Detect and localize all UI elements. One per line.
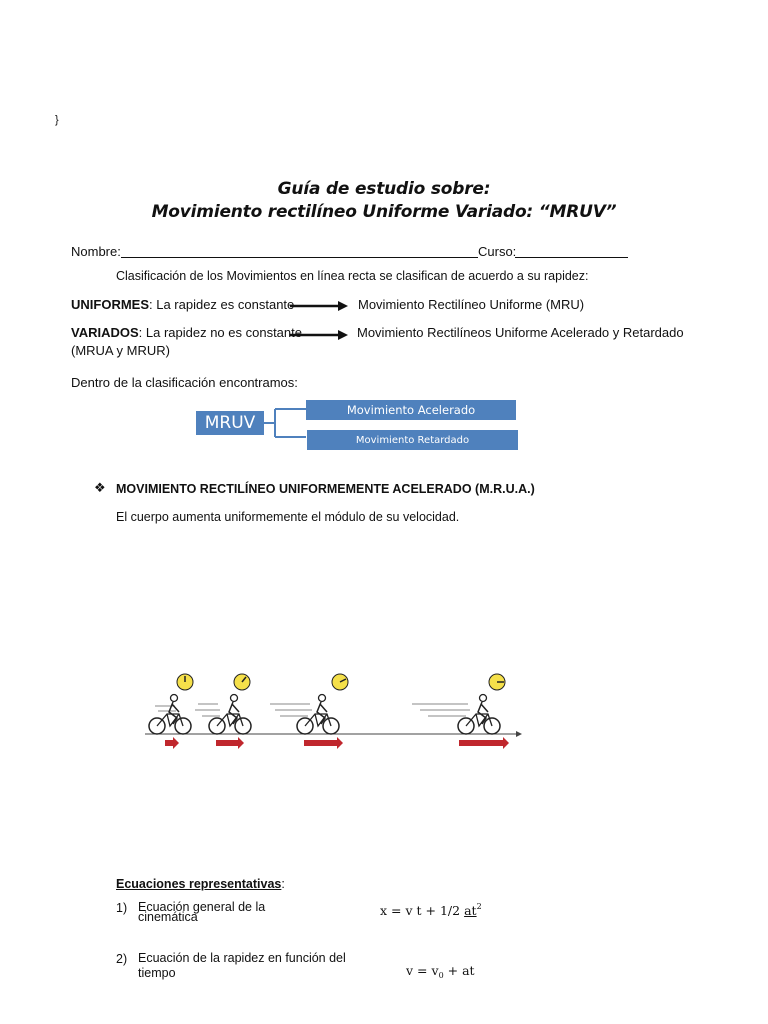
curso-field[interactable] — [515, 257, 628, 258]
eq1-formula — [380, 902, 482, 918]
eq2-rhs-a: = v — [417, 963, 439, 978]
curso-label: Curso: — [478, 244, 517, 259]
equations-heading-colon: : — [281, 877, 285, 891]
stopwatch-icon-1 — [177, 674, 193, 690]
variados-result-cont: (MRUA y MRUR) — [71, 343, 170, 358]
eq2-formula — [406, 963, 475, 980]
section-description: El cuerpo aumenta uniformemente el módulo de su velocidad. — [116, 510, 460, 524]
bullet-icon: ❖ — [94, 480, 106, 495]
section-heading: MOVIMIENTO RECTILÍNEO UNIFORMEMENTE ACELERADO (M.R.U.A.) — [116, 482, 535, 496]
variados-result: Movimiento Rectilíneos Uniforme Acelerado y Retardado — [357, 325, 684, 340]
cyclist-icon-1 — [149, 695, 191, 735]
uniformes-result: Movimiento Rectilíneo Uniforme (MRU) — [358, 297, 585, 312]
eq1-lhs: x — [380, 903, 388, 918]
eq2-lhs: v — [406, 963, 414, 978]
uniformes-line — [71, 297, 294, 312]
equations-heading-line — [116, 877, 285, 891]
eq2-number: 2) — [116, 952, 128, 966]
stopwatch-icon-3 — [332, 674, 348, 690]
nombre-field[interactable] — [121, 257, 478, 258]
branch-retardado: Movimiento Retardado — [307, 430, 518, 450]
equations-heading: Ecuaciones representativas — [116, 877, 282, 891]
within-text: Dentro de la clasificación encontramos: — [71, 375, 298, 390]
arrow-uniformes-icon — [290, 299, 350, 313]
page-title-line2: Movimiento rectilíneo Uniforme Variado: “MRUV” — [151, 202, 617, 222]
eq1-number: 1) — [116, 901, 128, 915]
nombre-label: Nombre: — [71, 244, 121, 259]
stopwatch-icon-2 — [234, 674, 250, 690]
diagram-connector — [264, 405, 309, 445]
classification-intro: Clasificación de los Movimientos en línea recta se clasifican de acuerdo a su rapidez: — [116, 269, 589, 283]
stray-brace: } — [55, 114, 59, 126]
branch-acelerado: Movimiento Acelerado — [306, 400, 516, 420]
eq2-rhs-b: + at — [443, 963, 475, 978]
arrow-icon-group — [165, 737, 509, 749]
cyclist-icon-2 — [209, 695, 251, 735]
stopwatch-icon-4 — [489, 674, 505, 690]
eq2-label-b: tiempo — [138, 966, 176, 980]
mruv-root-box: MRUV — [196, 411, 264, 435]
eq1-at: at — [464, 903, 477, 918]
variados-line — [71, 325, 302, 340]
eq1-rhs: = v t + 1/2 — [391, 903, 465, 918]
eq2-label-a: Ecuación de la rapidez en función del — [138, 951, 346, 965]
uniformes-label: UNIFORMES — [71, 297, 149, 312]
uniformes-text: : La rapidez es constante — [149, 297, 295, 312]
eq1-exponent: 2 — [476, 902, 482, 911]
eq2-subscript: 0 — [438, 971, 444, 980]
cyclist-icon-3 — [297, 695, 339, 735]
arrow-variados-icon — [290, 328, 350, 342]
eq1-label-a: Ecuación general de la — [138, 900, 266, 914]
variados-label: VARIADOS — [71, 325, 139, 340]
cyclists-illustration — [140, 666, 530, 756]
page-title-line1: Guía de estudio sobre: — [277, 179, 491, 199]
cyclist-icon-4 — [458, 695, 500, 735]
variados-text: : La rapidez no es constante — [138, 325, 302, 340]
eq1-label-b: cinemática — [138, 910, 198, 924]
